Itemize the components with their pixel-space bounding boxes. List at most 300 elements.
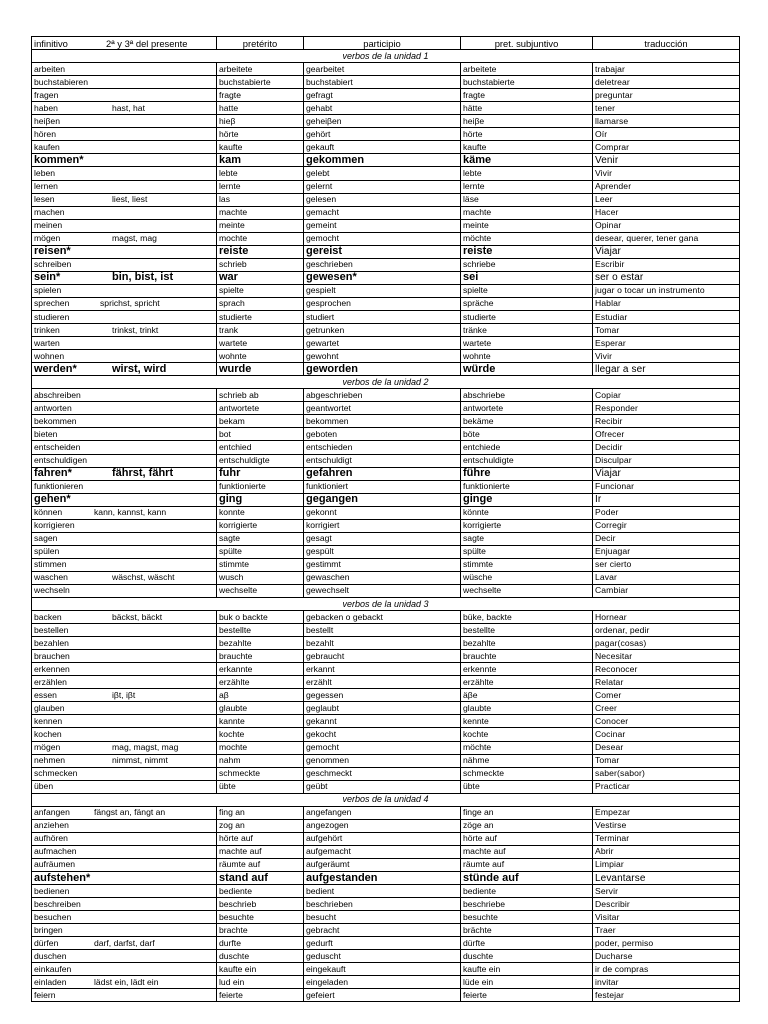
infinitivo-cell [32,898,217,911]
verb-row [32,115,740,128]
infinitivo-cell [32,558,217,571]
header-infinitivo: infinitivo [34,37,68,49]
participio: genommen [304,754,461,767]
participio: korrigiert [304,519,461,532]
infinitivo: kaufen [34,141,60,152]
subjuntivo: spielte [461,284,593,297]
infinitivo-cell [32,441,217,454]
infinitivo: haben [34,102,58,113]
traduccion: Venir [593,154,740,167]
participio: gebraucht [304,650,461,663]
infinitivo-cell [32,858,217,871]
verb-row [32,76,740,89]
traduccion: ser cierto [593,558,740,571]
infinitivo: fragen [34,89,59,100]
verb-row [32,584,740,597]
subjuntivo: sei [461,271,593,284]
participio: geschrieben [304,258,461,271]
infinitivo-wrap [34,338,214,349]
subjuntivo: funktionierte [461,480,593,493]
preterito: brachte [217,924,304,937]
subjuntivo: lernte [461,180,593,193]
infinitivo-wrap [34,990,214,1001]
preterito: stimmte [217,558,304,571]
participio: geworden [304,363,461,376]
participio: angefangen [304,806,461,819]
traduccion: Enjuagar [593,545,740,558]
infinitivo-cell [32,976,217,989]
preterito: fragte [217,89,304,102]
subjuntivo: übte [461,780,593,793]
participio: gehabt [304,102,461,115]
infinitivo: spülen [34,546,60,557]
verb-row [32,219,740,232]
infinitivo-wrap [34,481,214,492]
participio: gefragt [304,89,461,102]
traduccion: Recibir [593,415,740,428]
infinitivo: wechseln [34,585,70,596]
infinitivo-cell [32,911,217,924]
infinitivo-wrap [34,259,214,270]
verb-row [32,493,740,506]
infinitivo: einkaufen [34,963,72,974]
infinitivo: sagen [34,533,58,544]
subjuntivo: kochte [461,728,593,741]
section-header-row [32,376,740,389]
infinitivo-wrap [34,964,214,975]
subjuntivo: erkennte [461,663,593,676]
infinitivo-wrap [34,781,214,792]
preterito: kam [217,154,304,167]
infinitivo: sprechen [34,298,70,309]
infinitivo-wrap [34,77,214,88]
infinitivo: backen [34,611,62,622]
traduccion: Visitar [593,911,740,924]
infinitivo-wrap [34,220,214,231]
subjuntivo: bediente [461,885,593,898]
participio: gereist [304,245,461,258]
participio: geglaubt [304,702,461,715]
infinitivo: erkennen [34,663,70,674]
preterito: lernte [217,180,304,193]
verb-row [32,324,740,337]
infinitivo: mögen [34,233,61,244]
preterito: beschrieb [217,898,304,911]
verb-row [32,415,740,428]
section-title: verbos de la unidad 3 [32,598,740,611]
infinitivo-cell [32,310,217,323]
infinitivo-cell [32,611,217,624]
verb-row [32,989,740,1002]
infinitivo: reisen* [34,245,71,258]
traduccion: Estudiar [593,310,740,323]
infinitivo-wrap [34,925,214,936]
traduccion: Comprar [593,141,740,154]
verb-row [32,519,740,532]
subjuntivo: kaufte [461,141,593,154]
participio: gegessen [304,689,461,702]
infinitivo: hören [34,128,56,139]
participio: buchstabiert [304,76,461,89]
subjuntivo: arbeitete [461,63,593,76]
subjuntivo: spräche [461,297,593,310]
participio: eingekauft [304,963,461,976]
participio: gedurft [304,937,461,950]
subjuntivo: könnte [461,506,593,519]
infinitivo: schmecken [34,768,78,779]
infinitivo-wrap [34,559,214,570]
verb-row [32,258,740,271]
infinitivo: arbeiten [34,63,66,74]
subjuntivo: abschriebe [461,389,593,402]
subjuntivo: äβe [461,689,593,702]
preterito: korrigierte [217,519,304,532]
infinitivo-cell [32,832,217,845]
traduccion: Poder [593,506,740,519]
infinitivo-cell [32,950,217,963]
infinitivo-cell [32,584,217,597]
infinitivo: abschreiben [34,389,81,400]
subjuntivo: beschriebe [461,898,593,911]
infinitivo: bringen [34,924,63,935]
participio: gebracht [304,924,461,937]
infinitivo-wrap [34,507,214,518]
infinitivo-wrap [34,207,214,218]
preterito: bezahlte [217,637,304,650]
traduccion: Vivir [593,167,740,180]
infinitivo-cell [32,180,217,193]
infinitivo: bestellen [34,624,69,635]
participio: gekauft [304,141,461,154]
infinitivo-cell [32,76,217,89]
participio: gelernt [304,180,461,193]
infinitivo-cell [32,102,217,115]
participio: gestimmt [304,558,461,571]
traduccion: Tomar [593,754,740,767]
infinitivo-cell [32,337,217,350]
participio: aufgeräumt [304,858,461,871]
infinitivo-wrap [34,820,214,831]
verb-row [32,650,740,663]
traduccion: Practicar [593,780,740,793]
participio: gewechselt [304,584,461,597]
participio: angezogen [304,819,461,832]
verb-row [32,389,740,402]
infinitivo: entscheiden [34,441,81,452]
verb-row [32,689,740,702]
verb-row [32,206,740,219]
participio: gekommen [304,154,461,167]
preterito: kaufte [217,141,304,154]
participio: bestellt [304,624,461,637]
participio: studiert [304,310,461,323]
traduccion: desear, querer, tener gana [593,232,740,245]
verb-row [32,963,740,976]
infinitivo-wrap [34,664,214,675]
infinitivo-cell [32,115,217,128]
infinitivo-wrap [34,703,214,714]
infinitivo-wrap [34,977,214,988]
infinitivo: fahren* [34,467,72,480]
infinitivo: können [34,507,63,518]
participio: aufgemacht [304,845,461,858]
infinitivo-wrap [34,520,214,531]
infinitivo-cell [32,493,217,506]
participio: gekonnt [304,506,461,519]
infinitivo-wrap [34,546,214,557]
subjuntivo: dürfte [461,937,593,950]
traduccion: Creer [593,702,740,715]
subjuntivo: reiste [461,245,593,258]
infinitivo-wrap [34,859,214,870]
infinitivo: mögen [34,742,61,753]
preterito: machte auf [217,845,304,858]
infinitivo-cell [32,780,217,793]
infinitivo: üben [34,781,54,792]
participio: gesprochen [304,297,461,310]
preterito: hörte [217,128,304,141]
verb-row [32,441,740,454]
traduccion: Hacer [593,206,740,219]
preterito: kannte [217,715,304,728]
preterito: mochte [217,232,304,245]
subjuntivo: wohnte [461,350,593,363]
infinitivo: gehen* [34,493,71,506]
presente-forms: darf, darfst, darf [94,937,155,948]
verb-row [32,63,740,76]
presente-forms: bäckst, bäckt [112,611,163,622]
preterito: antwortete [217,402,304,415]
traduccion: Decidir [593,441,740,454]
infinitivo-wrap [34,899,214,910]
verb-row [32,845,740,858]
participio: gesagt [304,532,461,545]
infinitivo-cell [32,650,217,663]
traduccion: Hablar [593,297,740,310]
infinitivo-cell [32,741,217,754]
traduccion: ordenar, pedir [593,624,740,637]
preterito: machte [217,206,304,219]
infinitivo-wrap [34,351,214,362]
traduccion: Responder [593,402,740,415]
verb-conjugation-sheet [31,36,739,1002]
infinitivo-wrap [34,742,214,753]
traduccion: Ducharse [593,950,740,963]
participio: aufgehört [304,832,461,845]
preterito: kaufte ein [217,963,304,976]
preterito: war [217,271,304,284]
preterito: entschuldigte [217,454,304,467]
subjuntivo: läse [461,193,593,206]
subjuntivo: spülte [461,545,593,558]
traduccion: Viajar [593,245,740,258]
infinitivo: aufstehen* [34,871,91,884]
subjuntivo: feierte [461,989,593,1002]
subjuntivo: böte [461,428,593,441]
traduccion: ser o estar [593,271,740,284]
verb-row [32,832,740,845]
preterito: glaubte [217,702,304,715]
participio: gemeint [304,219,461,232]
preterito: bestellte [217,624,304,637]
verb-row [32,310,740,323]
subjuntivo: wechselte [461,584,593,597]
verb-row [32,767,740,780]
infinitivo-wrap [34,429,214,440]
preterito: fing an [217,806,304,819]
subjuntivo: machte [461,206,593,219]
verb-row [32,467,740,480]
subjuntivo: hörte auf [461,832,593,845]
preterito: wohnte [217,350,304,363]
infinitivo-cell [32,924,217,937]
infinitivo-wrap [34,833,214,844]
preterito: schrieb [217,258,304,271]
infinitivo: sein* [34,271,61,284]
presente-forms: magst, mag [112,233,157,244]
participio: bedient [304,885,461,898]
subjuntivo: ginge [461,493,593,506]
traduccion: preguntar [593,89,740,102]
infinitivo-cell [32,702,217,715]
verb-row [32,715,740,728]
subjuntivo: finge an [461,806,593,819]
preterito: durfte [217,937,304,950]
verb-row [32,545,740,558]
infinitivo-cell [32,428,217,441]
verb-row [32,924,740,937]
infinitivo-wrap [34,873,214,884]
verb-row [32,350,740,363]
traduccion: Tomar [593,324,740,337]
traduccion: Describir [593,898,740,911]
infinitivo-wrap [34,846,214,857]
infinitivo: meinen [34,220,63,231]
infinitivo-wrap [34,285,214,296]
infinitivo-cell [32,141,217,154]
subjuntivo: bestellte [461,624,593,637]
infinitivo: bedienen [34,885,70,896]
participio: gewaschen [304,571,461,584]
header-subjuntivo: pret. subjuntivo [461,37,593,50]
presente-forms: wirst, wird [112,362,167,375]
infinitivo-cell [32,728,217,741]
presente-forms: bin, bist, ist [112,271,174,284]
infinitivo-cell [32,676,217,689]
participio: gespielt [304,284,461,297]
verb-row [32,180,740,193]
subjuntivo: sagte [461,532,593,545]
infinitivo: aufhören [34,833,68,844]
traduccion: Hornear [593,611,740,624]
subjuntivo: lüde ein [461,976,593,989]
presente-forms: nimmst, nimmt [112,755,168,766]
preterito: las [217,193,304,206]
infinitivo: wohnen [34,350,65,361]
preterito: schrieb ab [217,389,304,402]
participio: geduscht [304,950,461,963]
subjuntivo: stünde auf [461,872,593,885]
preterito: spielte [217,284,304,297]
preterito: mochte [217,741,304,754]
infinitivo: werden* [34,362,77,375]
infinitivo-cell [32,389,217,402]
header-presente: 2ª y 3ª del presente [106,37,188,49]
presente-forms: kann, kannst, kann [94,507,167,518]
infinitivo-cell [32,454,217,467]
participio: gelesen [304,193,461,206]
verb-row [32,728,740,741]
subjuntivo: schmeckte [461,767,593,780]
verb-row [32,885,740,898]
preterito: arbeitete [217,63,304,76]
subjuntivo: wüsche [461,571,593,584]
infinitivo-wrap [34,103,214,114]
infinitivo-wrap [34,729,214,740]
subjuntivo: kaufte ein [461,963,593,976]
verb-row [32,454,740,467]
verb-row [32,297,740,310]
infinitivo-wrap [34,325,214,336]
preterito: feierte [217,989,304,1002]
presente-forms: mag, magst, mag [112,742,179,753]
preterito: duschte [217,950,304,963]
traduccion: pagar(cosas) [593,637,740,650]
infinitivo-cell [32,872,217,885]
participio: geschmeckt [304,767,461,780]
preterito: bediente [217,885,304,898]
infinitivo-wrap [34,168,214,179]
infinitivo-wrap [34,755,214,766]
infinitivo-wrap [34,612,214,623]
preterito: reiste [217,245,304,258]
infinitivo-wrap [34,625,214,636]
infinitivo-cell [32,885,217,898]
participio: gemacht [304,206,461,219]
subjuntivo: schriebe [461,258,593,271]
infinitivo-wrap [34,442,214,453]
participio: gelebt [304,167,461,180]
infinitivo-cell [32,167,217,180]
infinitivo-cell [32,663,217,676]
traduccion: Servir [593,885,740,898]
header-infinitivo-wrap [34,38,214,49]
traduccion: Reconocer [593,663,740,676]
infinitivo-cell [32,219,217,232]
infinitivo-cell [32,154,217,167]
verb-row [32,702,740,715]
verb-row [32,232,740,245]
infinitivo-cell [32,363,217,376]
infinitivo-cell [32,519,217,532]
infinitivo-wrap [34,651,214,662]
infinitivo-cell [32,245,217,258]
traduccion: Ir [593,493,740,506]
participio: entschieden [304,441,461,454]
participio: geboten [304,428,461,441]
infinitivo-cell [32,415,217,428]
infinitivo-cell [32,232,217,245]
infinitivo: heiβen [34,115,60,126]
infinitivo-cell [32,89,217,102]
subjuntivo: meinte [461,219,593,232]
infinitivo-cell [32,689,217,702]
traduccion: Vestirse [593,819,740,832]
infinitivo-cell [32,806,217,819]
participio: gegangen [304,493,461,506]
infinitivo: kochen [34,729,62,739]
verb-row [32,898,740,911]
